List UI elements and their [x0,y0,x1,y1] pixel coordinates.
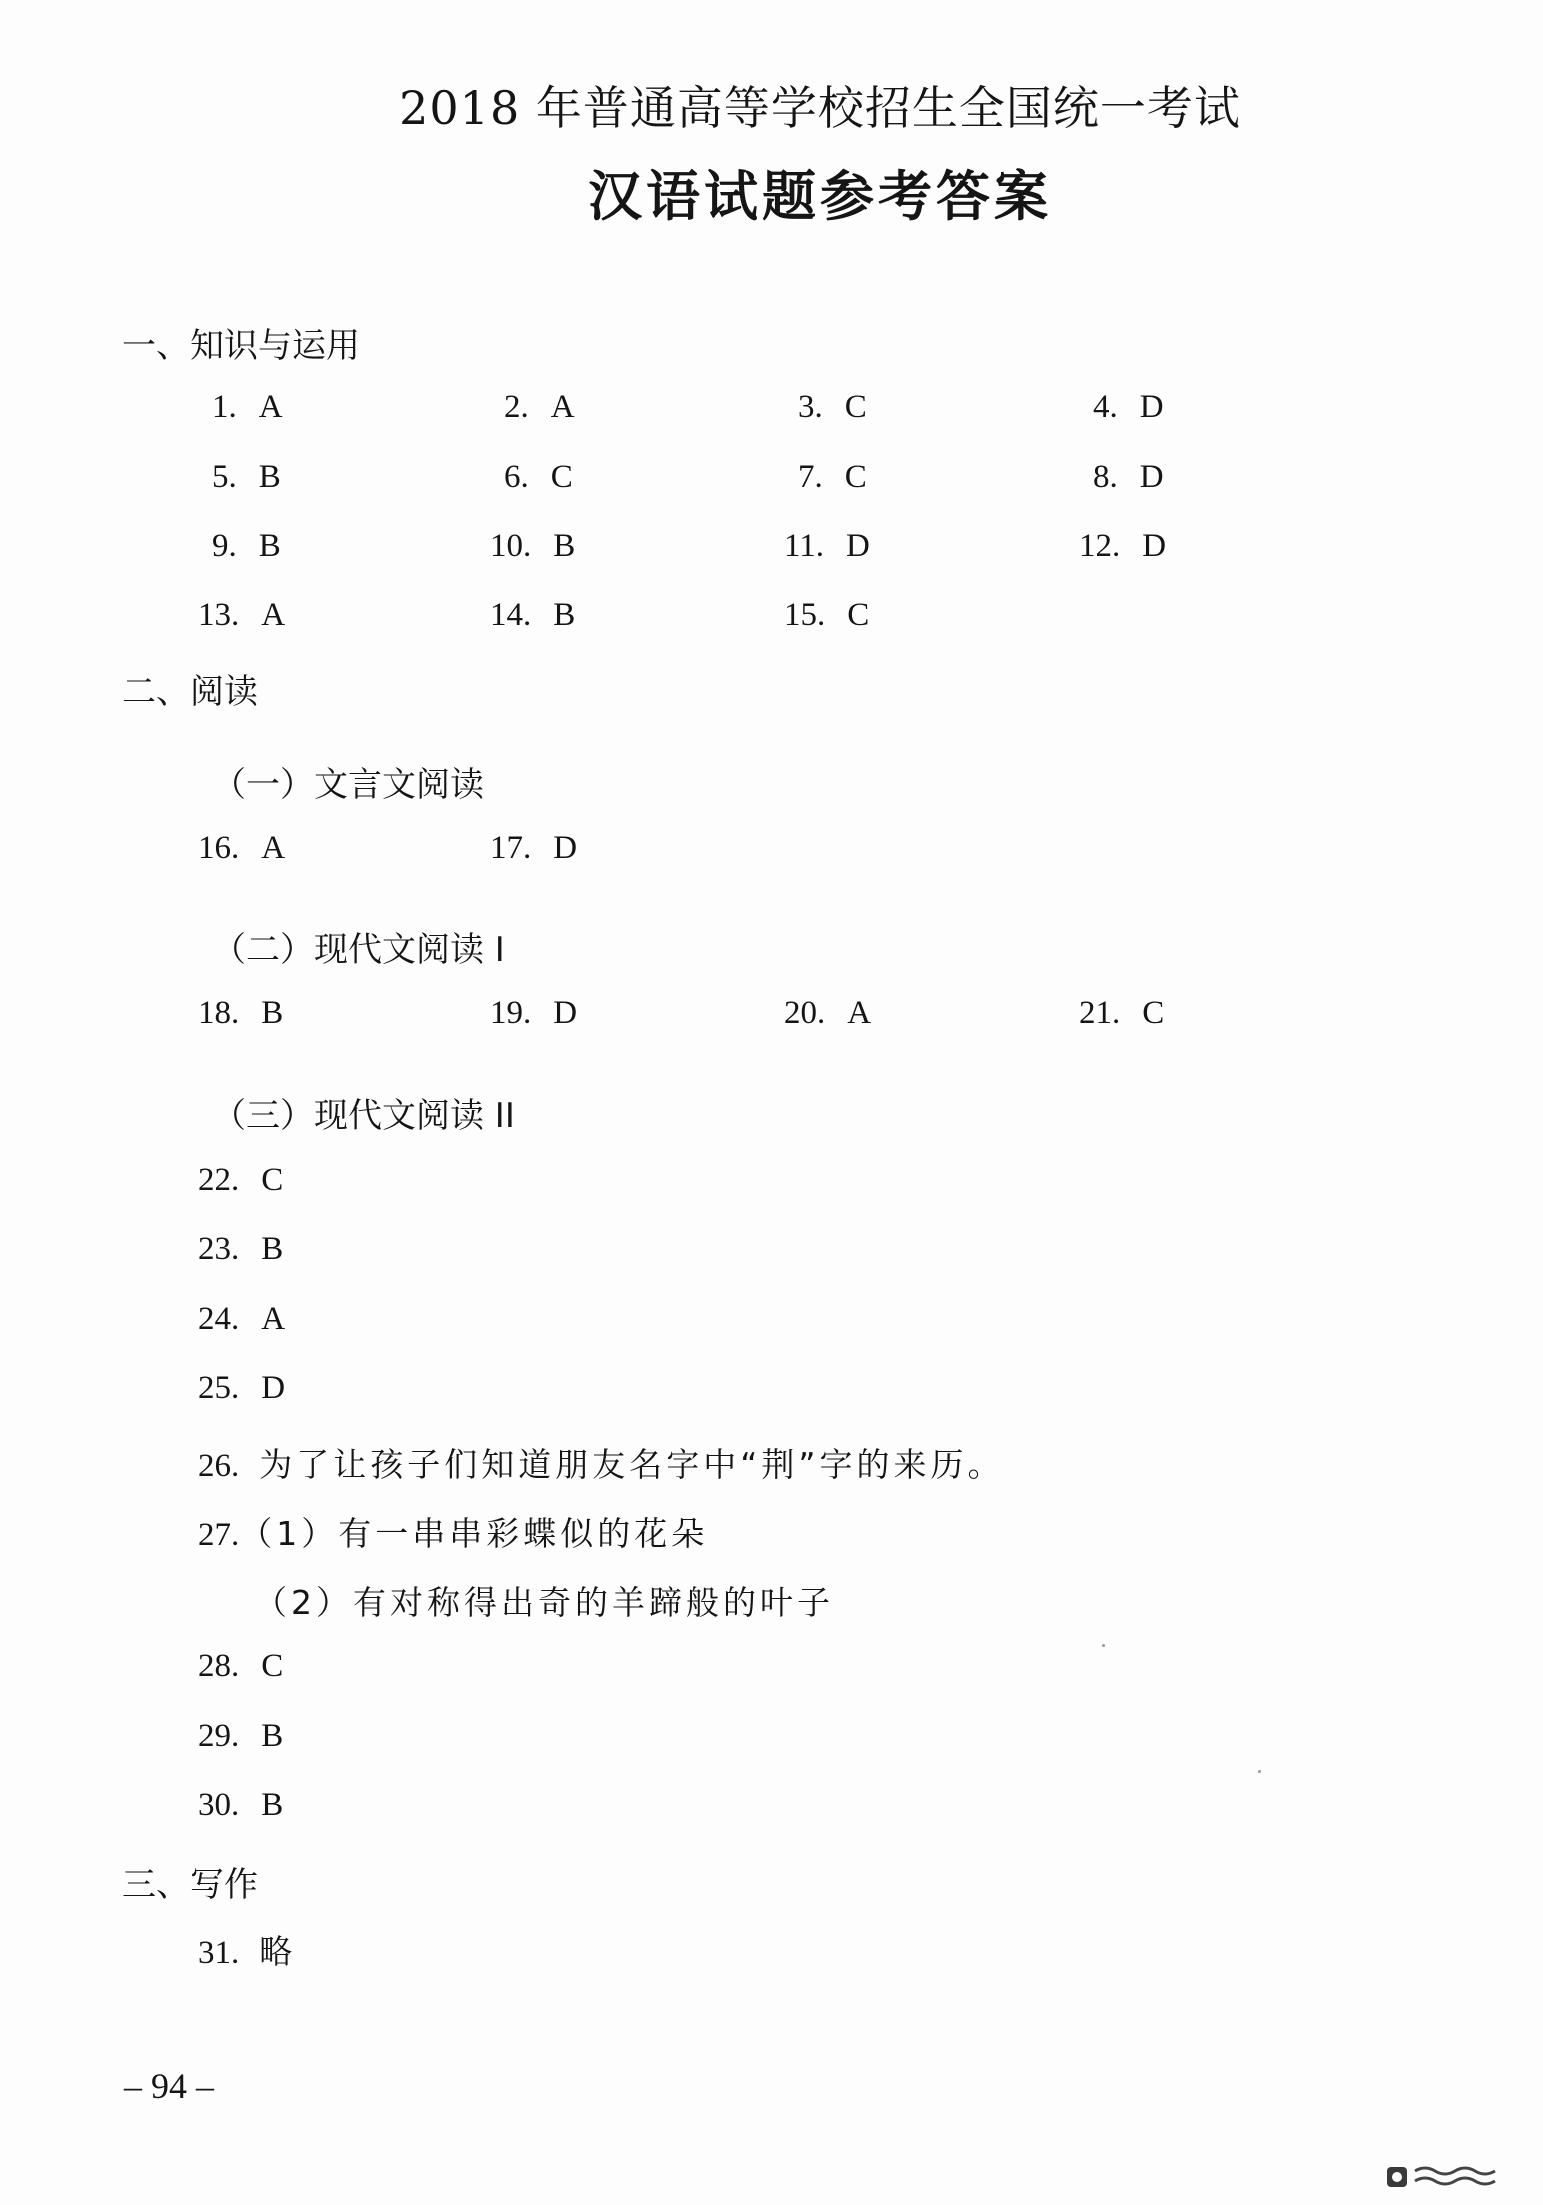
answer-item: 16. A [198,830,286,866]
answer-item: 29. B [198,1718,284,1754]
section-heading-reading: 二、阅读 [122,672,258,712]
document-title: 2018 年普通高等学校招生全国统一考试 [399,81,1241,135]
section-heading-knowledge: 一、知识与运用 [122,326,360,366]
bleed-through-text [1190,318,1197,350]
answer-item: 21. C [1079,995,1165,1031]
answer-item: 22. C [198,1162,284,1198]
answer-item: 2. A [504,389,575,425]
answer-item: 5. B [212,459,281,495]
watermark-logo-icon [1385,2159,1525,2195]
answer-item: 1. A [212,389,283,425]
answer-item-text: 27.（1）有一串串彩蝶似的花朵 [198,1514,709,1553]
answer-item: 20. A [784,995,872,1031]
answer-item: 3. C [798,389,867,425]
scan-speck [1102,1644,1105,1647]
answer-item: 18. B [198,995,284,1031]
answer-item: 19. D [490,995,578,1031]
answer-item: 15. C [784,597,870,633]
answer-item: 7. C [798,459,867,495]
answer-item-text: 31. 略 [198,1932,297,1971]
section-heading-writing: 三、写作 [122,1865,258,1905]
answer-item: 11. D [784,528,870,564]
answer-item: 30. B [198,1787,284,1823]
answer-item: 13. A [198,597,286,633]
answer-item: 24. A [198,1301,286,1337]
answer-item-text: 26. 为了让孩子们知道朋友名字中“荆”字的来历。 [198,1445,1005,1484]
subsection-heading-modern-2: （三）现代文阅读 II [212,1096,515,1136]
answer-item: 28. C [198,1648,284,1684]
answer-item: 10. B [490,528,576,564]
answer-item: 23. B [198,1231,284,1267]
page-number: – 94 – [124,2066,214,2106]
document-subtitle: 汉语试题参考答案 [588,165,1052,228]
answer-item: 9. B [212,528,281,564]
answer-item: 8. D [1093,459,1164,495]
answer-item: 6. C [504,459,573,495]
answer-item: 17. D [490,830,578,866]
answer-item: 12. D [1079,528,1167,564]
answer-item: 25. D [198,1370,286,1406]
scan-speck [1258,1770,1261,1773]
answer-item-text: （2）有对称得出奇的羊蹄般的叶子 [254,1583,834,1622]
subsection-heading-modern-1: （二）现代文阅读 I [212,930,505,970]
answer-item: 14. B [490,597,576,633]
answer-item: 4. D [1093,389,1164,425]
subsection-heading-classical: （一）文言文阅读 [212,765,484,805]
